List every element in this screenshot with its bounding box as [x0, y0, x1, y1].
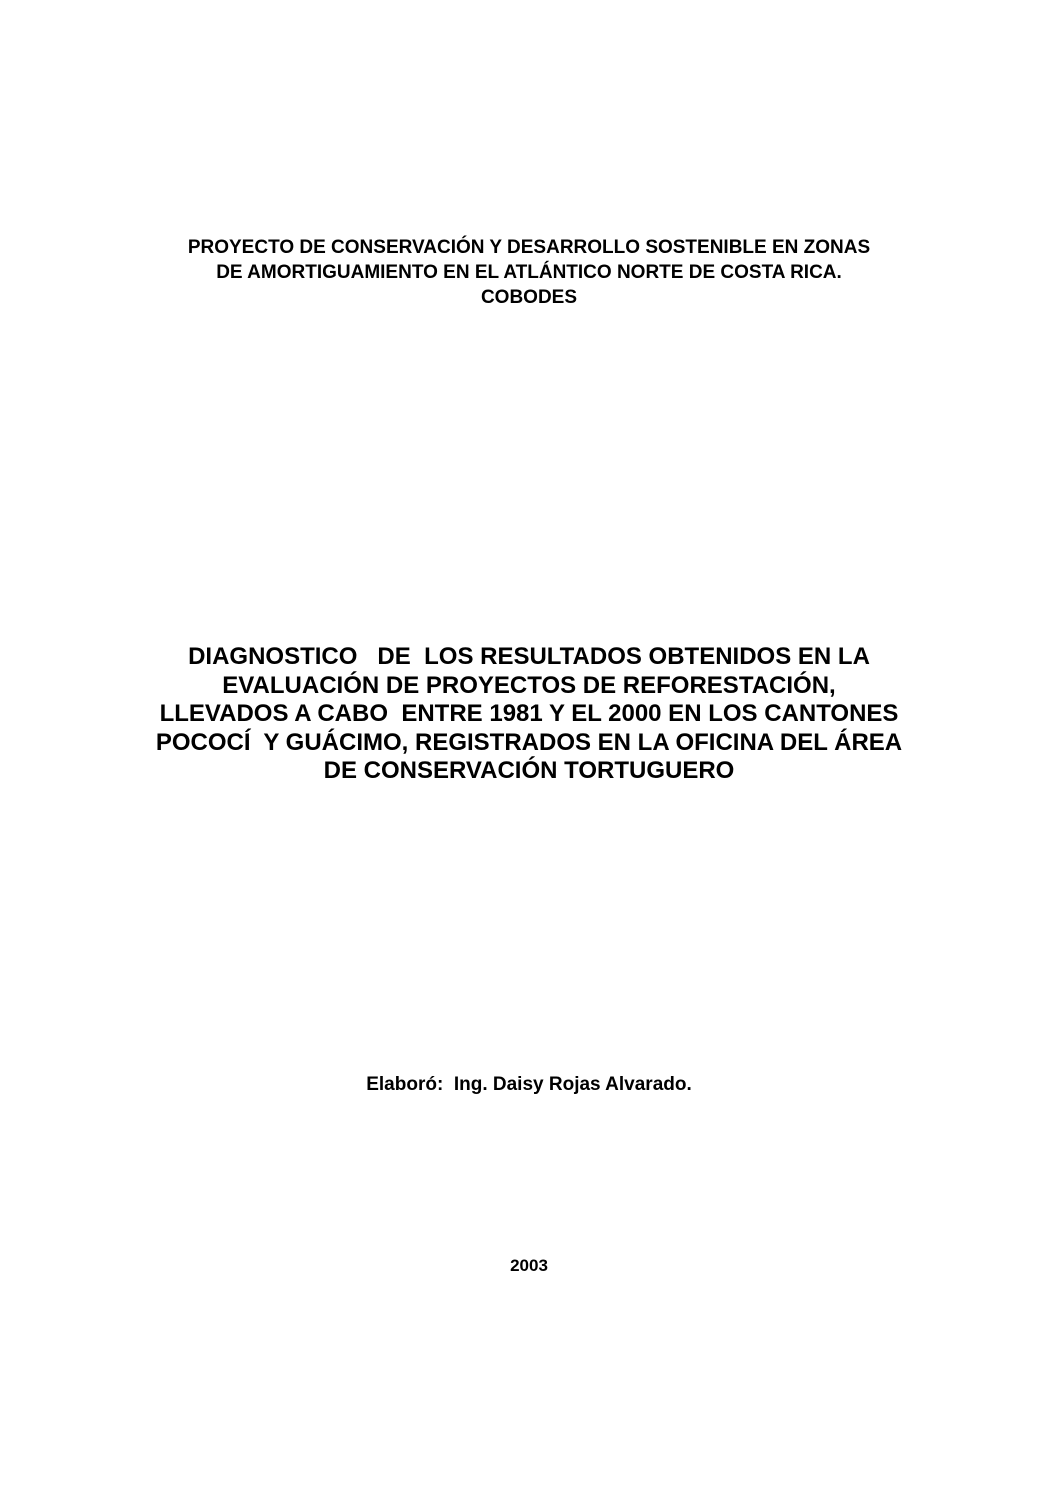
- project-header: [0, 235, 1058, 310]
- document-title-line: DE CONSERVACIÓN TORTUGUERO: [323, 757, 735, 784]
- document-title-line: LLEVADOS A CABO ENTRE 1981 Y EL 2000 EN LOS CANTONES: [159, 700, 899, 727]
- project-acronym: COBODES: [480, 287, 578, 308]
- document-title: [0, 643, 1058, 786]
- author-credit-text: Elaboró: Ing. Daisy Rojas Alvarado.: [366, 1074, 692, 1095]
- project-header-line: DE AMORTIGUAMIENTO EN EL ATLÁNTICO NORTE DE COSTA RICA.: [216, 262, 842, 283]
- document-title-line: EVALUACIÓN DE PROYECTOS DE REFORESTACIÓN,: [222, 671, 836, 699]
- project-header-line: PROYECTO DE CONSERVACIÓN Y DESARROLLO SOSTENIBLE EN ZONAS: [187, 237, 871, 258]
- publication-year: [0, 1254, 1058, 1278]
- author-credit: [0, 1072, 1058, 1097]
- document-title-line: DIAGNOSTICO DE LOS RESULTADOS OBTENIDOS EN LA: [188, 643, 870, 670]
- document-title-line: POCOCÍ Y GUÁCIMO, REGISTRADOS EN LA OFICINA DEL ÁREA: [155, 728, 903, 756]
- publication-year-text: 2003: [510, 1256, 548, 1275]
